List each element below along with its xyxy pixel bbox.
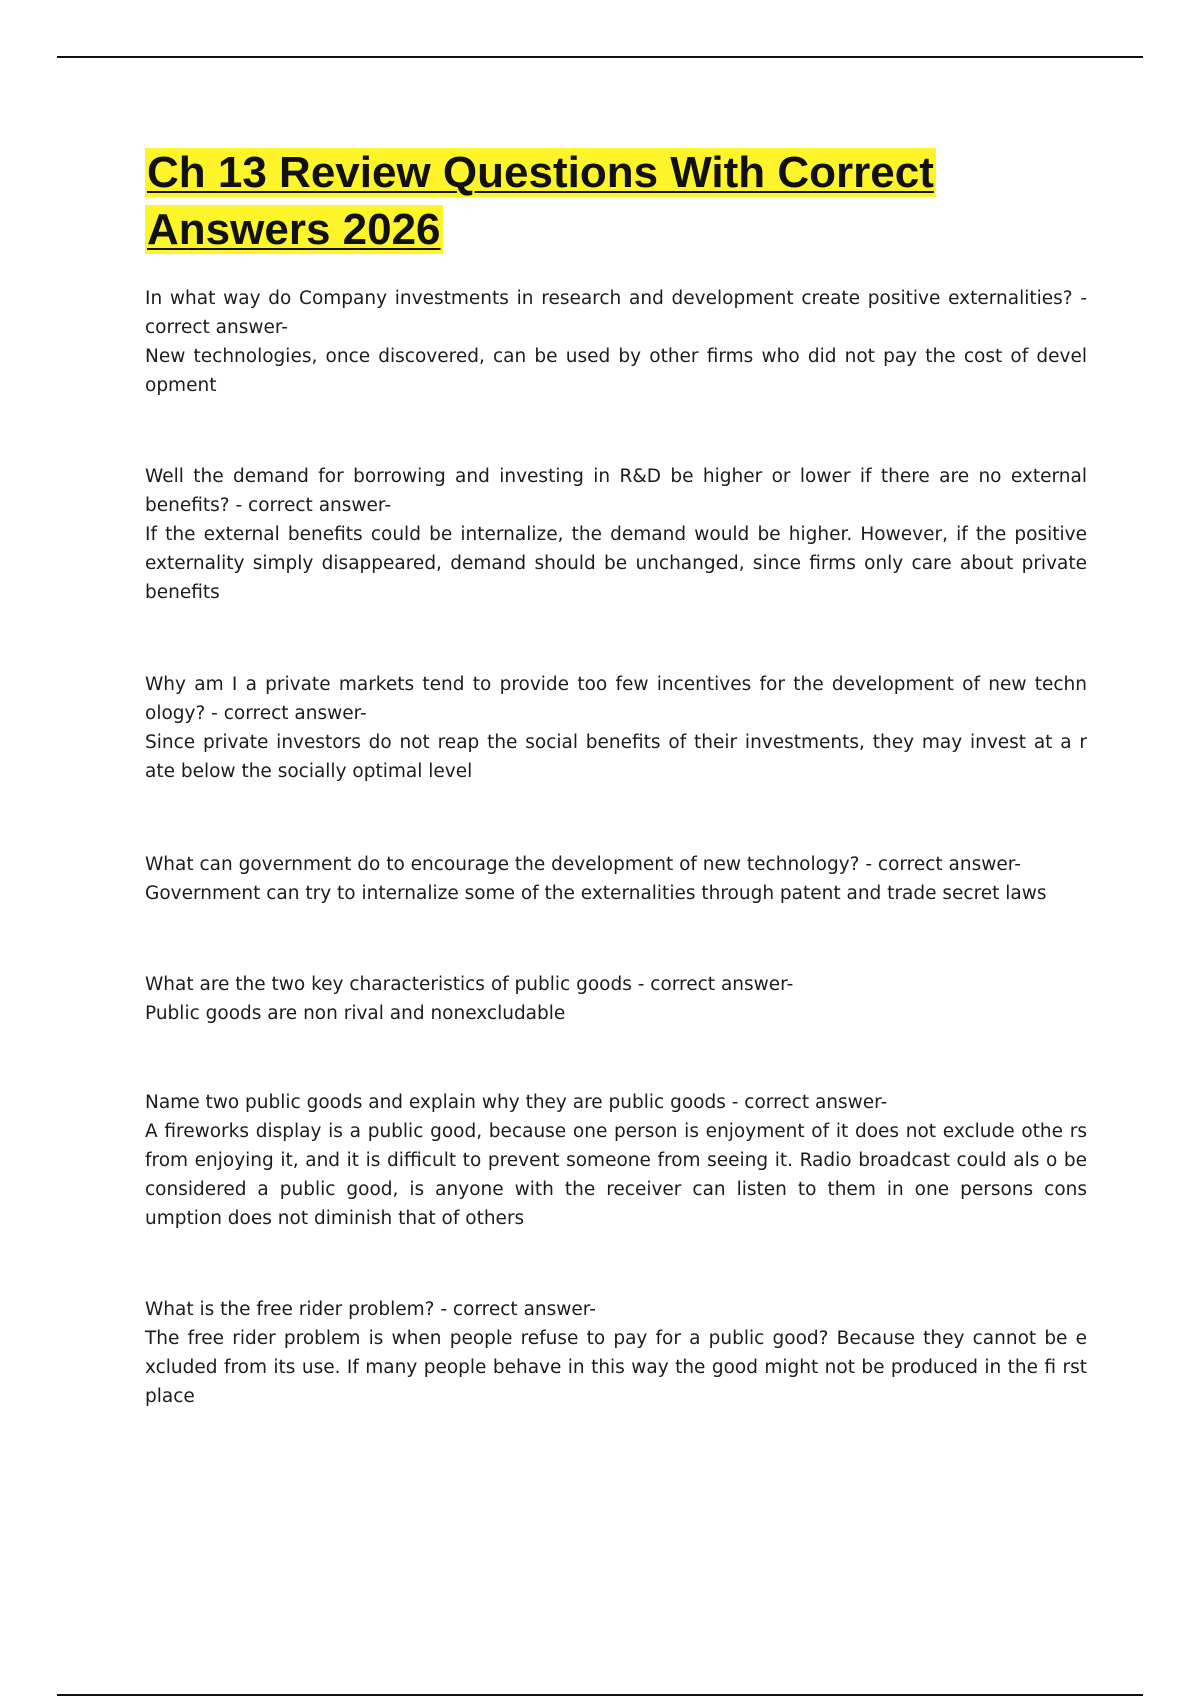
question-text: What is the free rider problem? - correct answer- [145, 1299, 596, 1320]
question-text: Name two public goods and explain why they are public goods - correct answer- [145, 1092, 888, 1113]
qa-item [145, 850, 1087, 908]
answer-text: The free rider problem is when people refuse to pay for a public good? Because they cannot be e xcluded from its use. If many people behave in this way the good might not be produced in the fi rst place [145, 1328, 1087, 1407]
answer-text: A fireworks display is a public good, because one person is enjoyment of it does not exclude othe rs from enjoying it, and it is difficult to prevent someone from seeing it. Radio broadcast could als o be considered a public good, is anyone with the receiver can listen to them in one persons cons umption does not diminish that of others [145, 1121, 1087, 1229]
qa-item [145, 462, 1087, 607]
answer-text: Public goods are non rival and nonexcludable [145, 1003, 566, 1024]
question-text: Well the demand for borrowing and investing in R&D be higher or lower if there are no external benefits? - correct answer- [145, 466, 1087, 516]
qa-item [145, 284, 1087, 400]
question-text: What are the two key characteristics of public goods - correct answer- [145, 974, 794, 995]
answer-text: Since private investors do not reap the social benefits of their investments, they may invest at a r ate below the socially optimal level [145, 732, 1087, 782]
qa-item [145, 670, 1087, 786]
answer-text: New technologies, once discovered, can be used by other firms who did not pay the cost of devel opment [145, 346, 1087, 396]
answer-text: If the external benefits could be internalize, the demand would be higher. However, if the positive externality simply disappeared, demand should be unchanged, since firms only care about private benefits [145, 524, 1087, 603]
question-text: Why am I a private markets tend to provide too few incentives for the development of new techn ology? - correct answer- [145, 674, 1087, 724]
question-text: In what way do Company investments in research and development create positive externalities? - correct answer- [145, 288, 1087, 338]
header-divider [57, 56, 1143, 58]
footer-divider [57, 1694, 1143, 1696]
qa-item [145, 1088, 1087, 1233]
page-title [145, 144, 1045, 258]
page-title-text: Ch 13 Review Questions With Correct Answers 2026 [147, 148, 934, 254]
answer-text: Government can try to internalize some of the externalities through patent and trade secret laws [145, 883, 1047, 904]
question-text: What can government do to encourage the development of new technology? - correct answer- [145, 854, 1021, 875]
qa-item [145, 970, 1087, 1028]
qa-item [145, 1295, 1087, 1411]
